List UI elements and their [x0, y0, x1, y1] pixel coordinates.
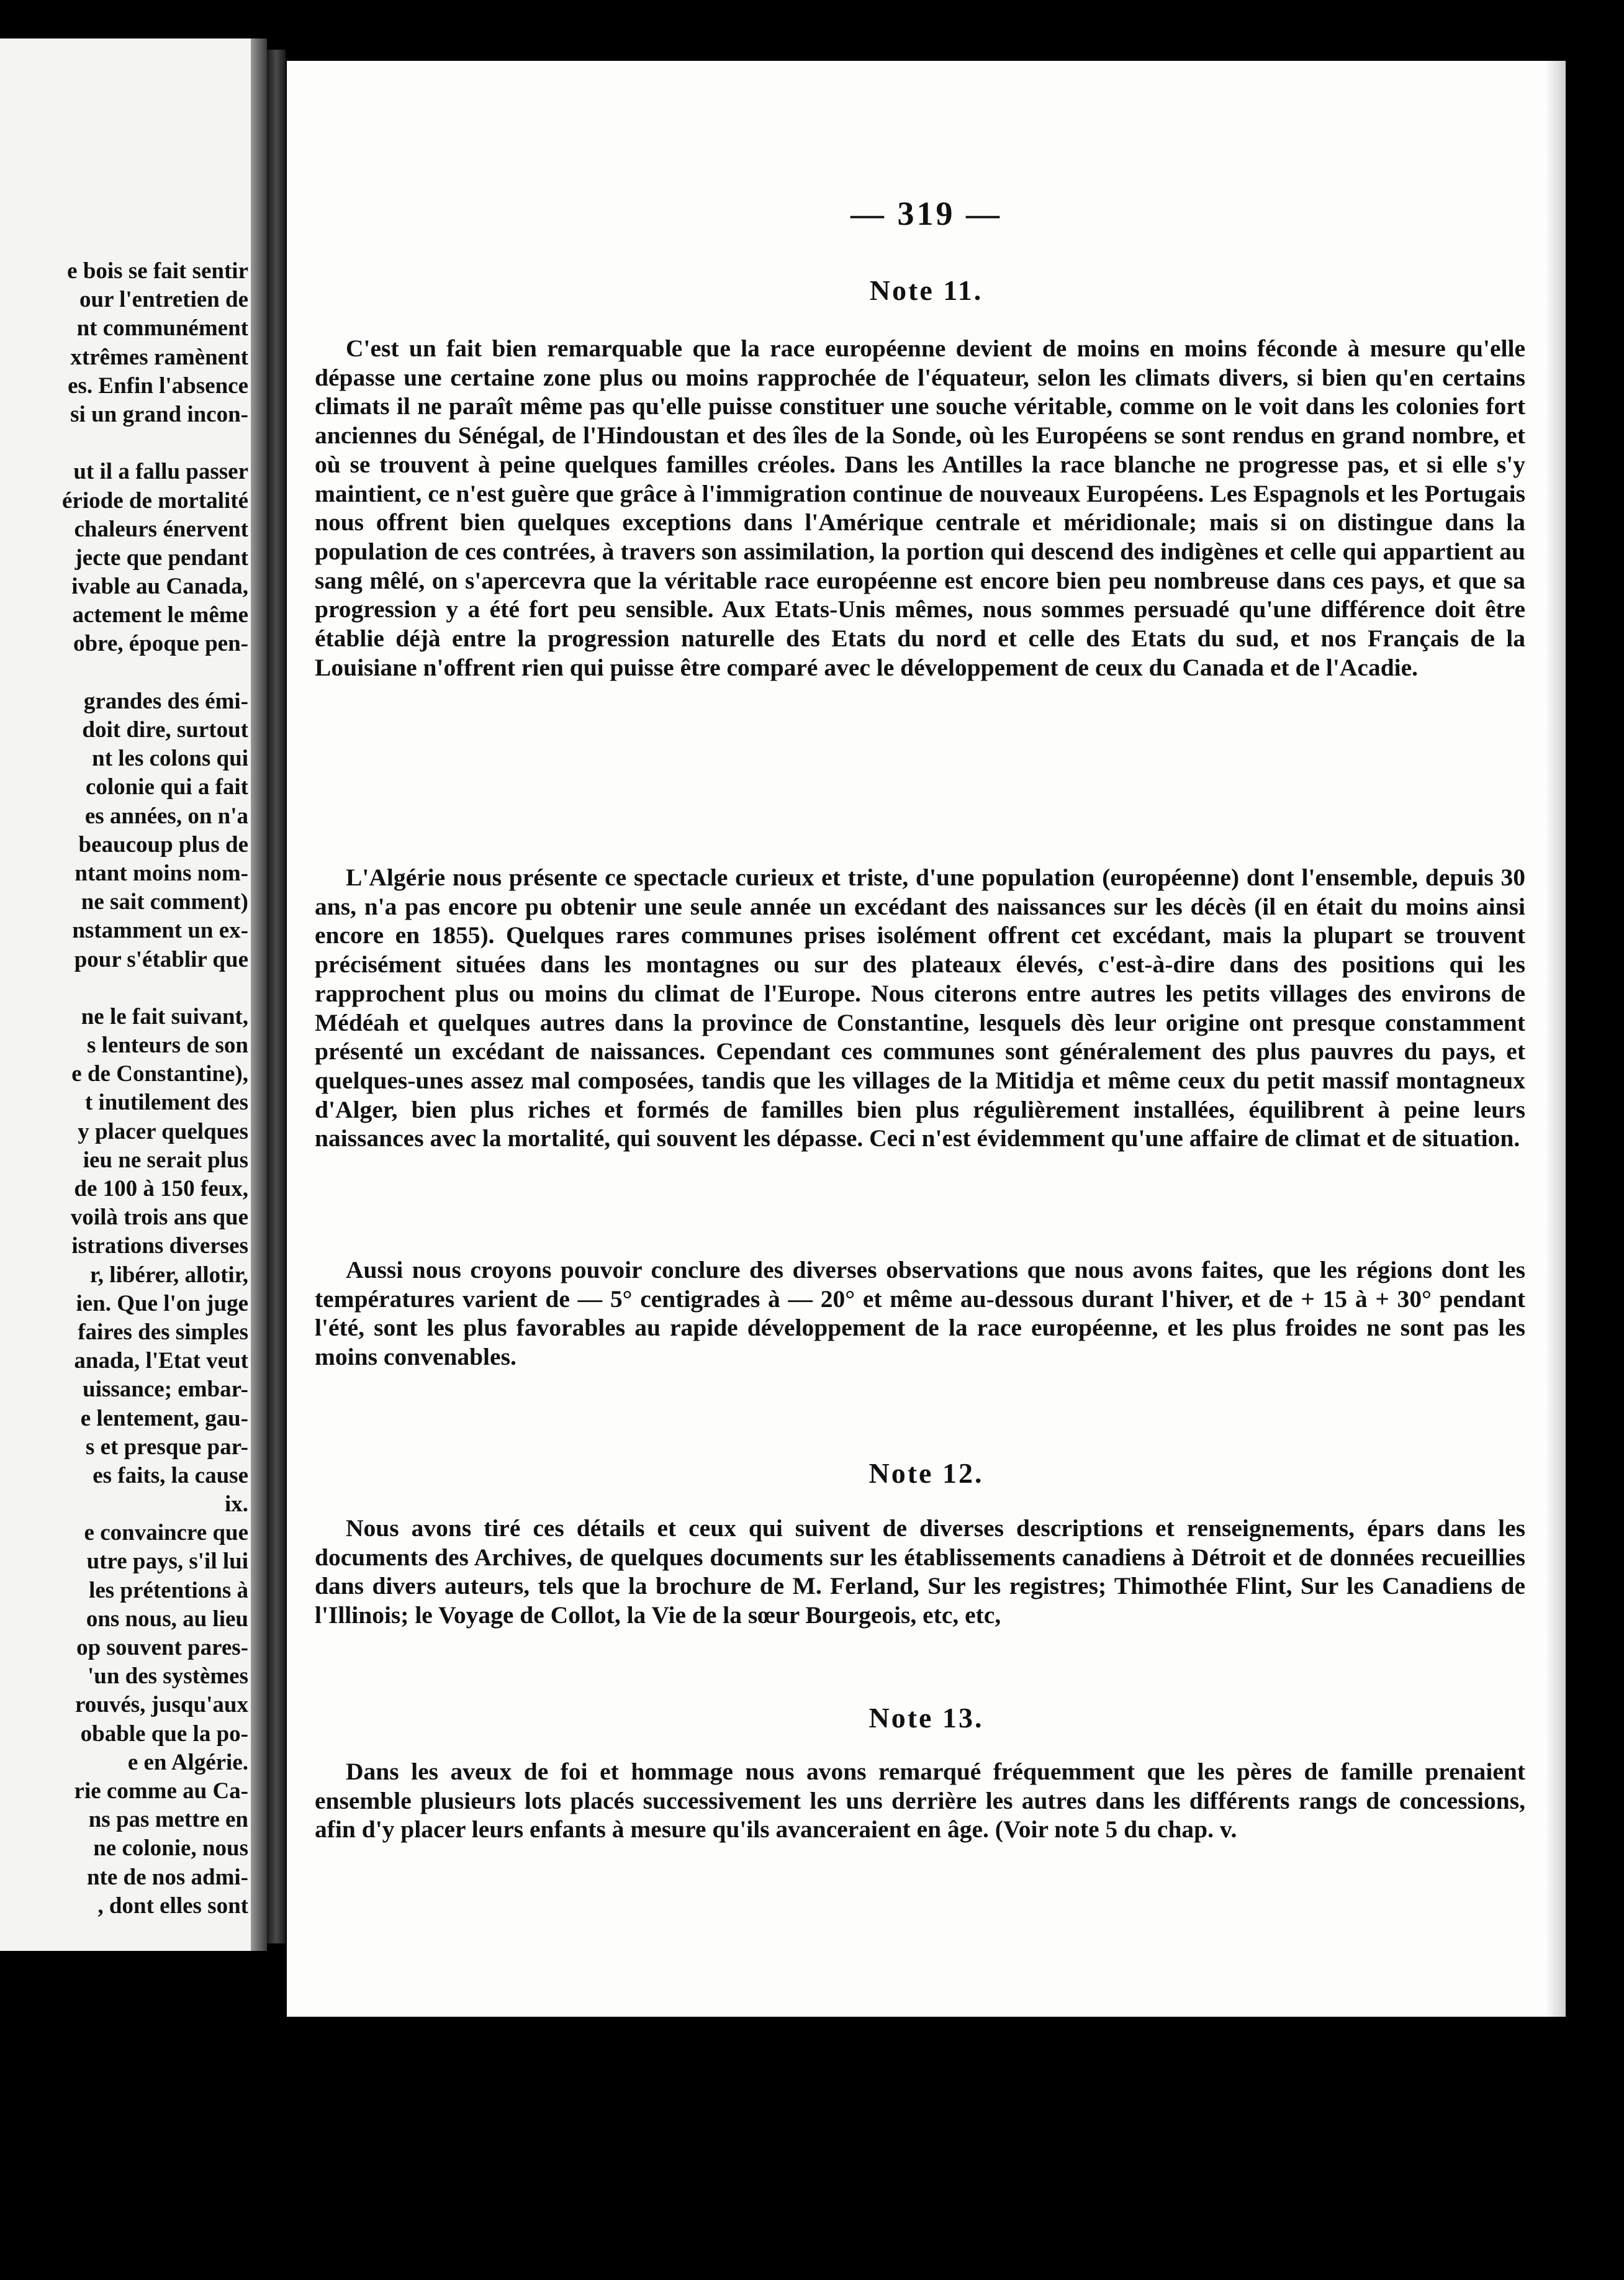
- left-page-line: e en Algérie.: [127, 1749, 248, 1775]
- left-page-line: ne colonie, nous: [93, 1835, 248, 1862]
- left-page-line: ivable au Canada,: [71, 574, 248, 600]
- left-page-line: nstamment un ex-: [72, 918, 248, 944]
- left-page-line: t inutilement des: [84, 1090, 248, 1116]
- left-page-line: e de Constantine),: [71, 1061, 248, 1087]
- note-11-heading: Note 11.: [869, 274, 983, 306]
- left-page-line: xtrêmes ramènent: [70, 344, 248, 370]
- left-page-line: , dont elles sont: [97, 1893, 248, 1919]
- left-page-gutter-shadow: [251, 38, 267, 1951]
- left-page-line: ne sait comment): [81, 889, 248, 915]
- left-page-line: pour s'établir que: [74, 946, 248, 972]
- left-page-line: grandes des émi-: [83, 688, 248, 714]
- left-page-line: colonie qui a fait: [85, 774, 248, 800]
- scan-border: [1566, 87, 1624, 2012]
- right-page: [287, 61, 1566, 2017]
- left-page-line: r, libérer, allotir,: [89, 1262, 248, 1288]
- left-page-line: our l'entretien de: [79, 287, 248, 313]
- left-page: [0, 38, 267, 1951]
- left-page-line: ix.: [224, 1491, 248, 1518]
- left-page-line: obable que la po-: [80, 1721, 248, 1747]
- left-page-line: de 100 à 150 feux,: [74, 1176, 248, 1201]
- note-13-paragraph: Dans les aveux de foi et hommage nous avons remarqué fréquemment que les pères de famille prenaient ensemble plusieurs lots placés successivement les uns derrière les autres dans les différents rangs de concessions, afin d'y placer leurs enfants à mesure qu'ils avanceraient en âge. (Voir note 5 du chap. v.: [315, 1758, 1525, 1843]
- note-11-paragraph-3: Aussi nous croyons pouvoir conclure des diverses observations que nous avons faites, que les régions dont les températures varient de — 5° centigrades à — 20° et même au-dessous durant l'hiver, et de + 15 à + 30° pendant l'été, sont les plus favorables au rapide développement de la race européenne, et les plus froides ne sont pas les moins convenables.: [315, 1256, 1525, 1371]
- note-12-heading: Note 12.: [868, 1457, 984, 1489]
- left-page-line: faires des simples: [78, 1319, 248, 1345]
- left-page-line: nt communément: [76, 315, 248, 342]
- left-page-line: ne le fait suivant,: [81, 1003, 248, 1029]
- left-page-line: rouvés, jusqu'aux: [75, 1692, 248, 1718]
- left-page-line: op souvent pares-: [76, 1635, 248, 1660]
- left-page-line: [0, 429, 248, 458]
- left-page-line: 'un des systèmes: [87, 1663, 248, 1690]
- left-page-line: e bois se fait sentir: [67, 258, 248, 284]
- left-page-text: [0, 257, 248, 1920]
- left-page-line: beaucoup plus de: [78, 831, 248, 857]
- left-page-line: s lenteurs de son: [86, 1033, 248, 1059]
- left-page-line: ériode de mortalité: [62, 487, 248, 513]
- page-number: — 319 —: [850, 195, 1002, 232]
- left-page-line: nte de nos admi-: [86, 1864, 248, 1890]
- left-page-line: [0, 974, 248, 1003]
- left-page-line: ns pas mettre en: [88, 1807, 248, 1833]
- left-page-line: anada, l'Etat veut: [74, 1348, 248, 1374]
- left-page-line: ien. Que l'on juge: [76, 1290, 248, 1316]
- left-page-line: voilà trois ans que: [70, 1205, 248, 1231]
- left-page-line: istrations diverses: [71, 1233, 248, 1259]
- left-page-line: es faits, la cause: [92, 1462, 248, 1488]
- left-page-line: ons nous, au lieu: [86, 1606, 248, 1632]
- left-page-line: si un grand incon-: [70, 401, 248, 427]
- left-page-line: ieu ne serait plus: [83, 1147, 248, 1173]
- left-page-line: obre, époque pen-: [73, 631, 248, 657]
- left-page-line: [0, 659, 248, 687]
- left-page-line: ntant moins nom-: [74, 860, 248, 886]
- book-spine: [267, 50, 286, 1943]
- left-page-line: actement le même: [72, 602, 248, 628]
- left-page-line: es. Enfin l'absence: [68, 373, 248, 399]
- left-page-line: les prétentions à: [89, 1577, 248, 1603]
- note-11-paragraph-1: C'est un fait bien remarquable que la race européenne devient de moins en moins féconde à mesure qu'elle dépasse une certaine zone plus ou moins rapprochée de l'équateur, selon les climats divers, si bien qu'en certains climats il ne paraît même pas qu'elle puisse constituer une souche véritable, comme on le voit dans les colonies fort anciennes du Sénégal, de l'Hindoustan et des îles de la Sonde, où les Européens se sont rendus en grand nombre, et où se trouvent à peine quelques familles créoles. Dans les Antilles la race blanche ne progresse pas, et si elle s'y maintient, ce n'est guère que grâce à l'immigration continue de nouveaux Européens. Les Espagnols et les Portugais nous offrent bien quelques exceptions dans l'Amérique centrale et méridionale; mais si on distingue dans la population de ces contrées, à travers son assimilation, la portion qui descend des indigènes et celle qui appartient au sang mêlé, on s'apercevra que la véritable race européenne est encore bien peu nombreuse dans ces pays, et que sa progression y a été fort peu sensible. Aux Etats-Unis mêmes, nous sommes persuadé qu'une différence doit être établie déjà entre la progression naturelle des Etats du nord et celle des Etats du sud, et nos Français de la Louisiane n'offrent rien qui puisse être comparé avec le développement de ceux du Canada et de l'Acadie.: [315, 335, 1525, 681]
- note-13-heading: Note 13.: [868, 1702, 984, 1734]
- left-page-line: ut il a fallu passer: [73, 459, 248, 485]
- note-12-paragraph: Nous avons tiré ces détails et ceux qui suivent de diverses descriptions et renseignements, épars dans les documents des Archives, de quelques documents sur les établissements canadiens à Détroit et de données recueillies dans divers auteurs, tels que la brochure de M. Ferland, Sur les registres; Thimothée Flint, Sur les Canadiens de l'Illinois; le Voyage de Collot, la Vie de la sœur Bourgeois, etc, etc,: [315, 1514, 1525, 1629]
- left-page-line: es années, on n'a: [84, 803, 248, 829]
- right-page-edge-shadow: [1545, 61, 1566, 2017]
- left-page-line: jecte que pendant: [74, 545, 248, 571]
- left-page-line: e convaincre que: [84, 1520, 248, 1546]
- left-page-line: y placer quelques: [78, 1118, 248, 1144]
- left-page-line: rie comme au Ca-: [74, 1778, 248, 1804]
- left-page-line: chaleurs énervent: [74, 516, 248, 542]
- left-page-line: utre pays, s'il lui: [86, 1549, 248, 1575]
- left-page-line: doit dire, surtout: [82, 717, 248, 743]
- left-page-line: nt les colons qui: [92, 746, 248, 772]
- left-page-line: s et presque par-: [85, 1434, 248, 1460]
- left-page-line: e lentement, gau-: [80, 1405, 248, 1431]
- note-11-paragraph-2: L'Algérie nous présente ce spectacle curieux et triste, d'une population (européenne) dont l'ensemble, depuis 30 ans, n'a pas encore pu obtenir une seule année un excédant des naissances sur les décès (il en était du moins ainsi encore en 1855). Quelques rares communes prises isolément offrent cet excédant, mais la plupart se trouvent précisément situées dans les montagnes ou sur des plateaux élevés, c'est-à-dire dans des positions qui les rapprochent plus ou moins du climat de l'Europe. Nous citerons entre autres les petits villages des environs de Médéah et quelques autres dans la province de Constantine, lesquels dès leur origine ont presque constamment présenté un excédant de naissances. Cependant ces communes sont généralement des plus pauvres du pays, et quelques-unes assez mal composées, tandis que les villages de la Mitidja et même ceux du petit massif montagneux d'Alger, bien plus riches et formés de familles bien plus régulièrement installées, équilibrent à peine leurs naissances avec la mortalité, qui souvent les dépasse. Ceci n'est évidemment qu'une affaire de climat et de situation.: [315, 864, 1525, 1152]
- left-page-line: uissance; embar-: [83, 1377, 248, 1403]
